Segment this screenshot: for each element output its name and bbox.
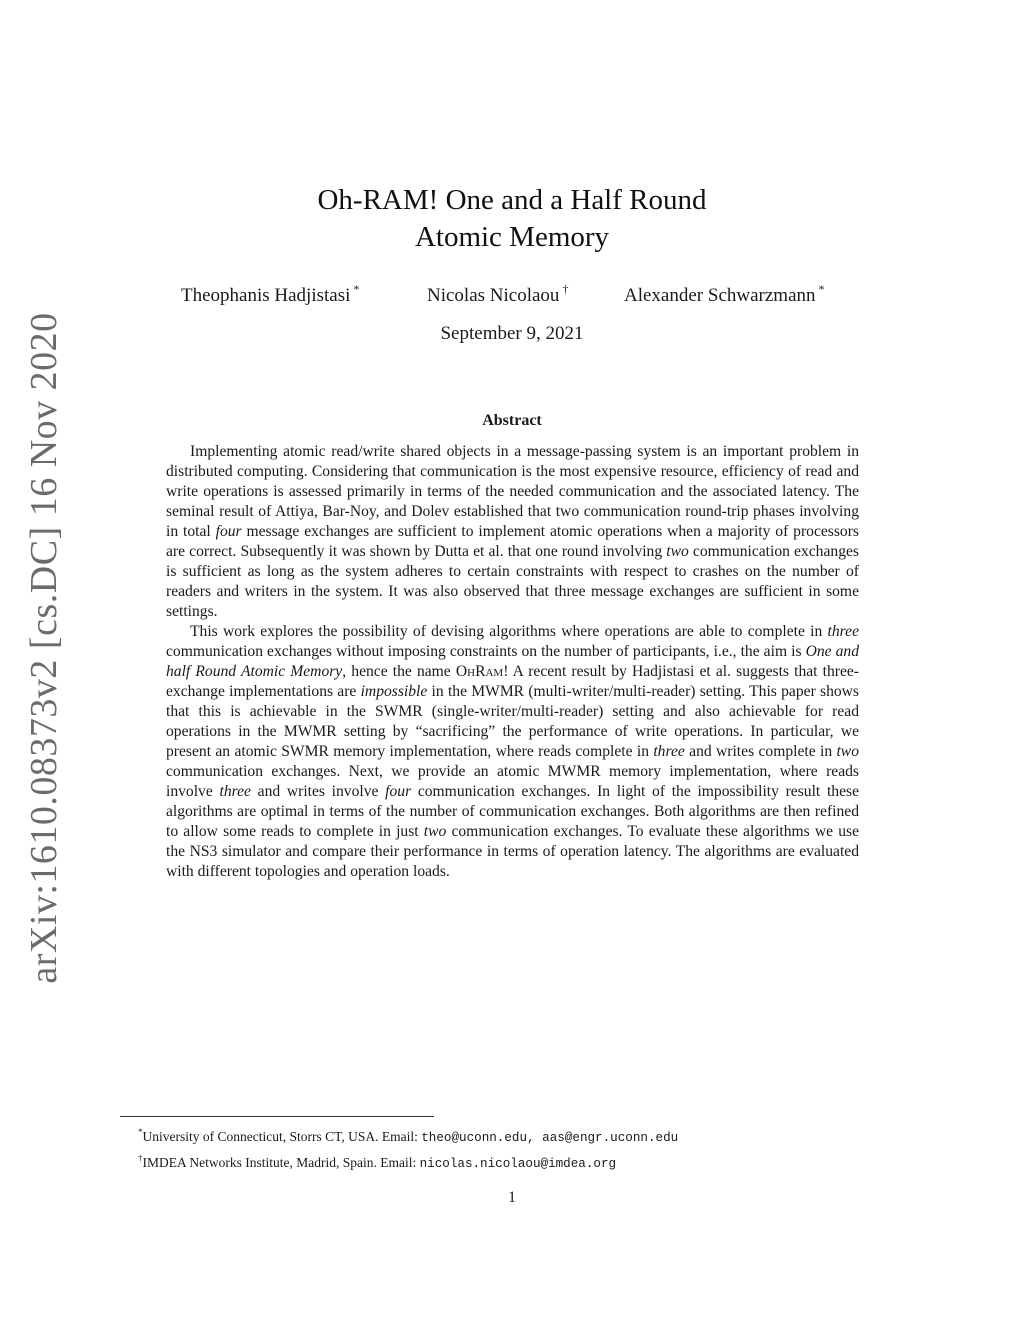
abstract-text: communication exchanges. In light of the impossibility result these algorithms are optimal in terms of the number of communication exchanges. Both algorithms are then refined to allow some reads to complete in just — [166, 783, 859, 840]
abstract-text: This work explores the possibility of devising algorithms where operations are able to complete in — [190, 623, 828, 640]
paper-title — [0, 182, 1024, 256]
page-number: 1 — [508, 1189, 516, 1206]
abstract-paragraph-2 — [166, 622, 859, 882]
author-affiliation-mark: * — [353, 282, 360, 296]
author-1 — [181, 282, 359, 307]
abstract-emphasis: four — [385, 783, 412, 800]
footnote-1 — [138, 1122, 678, 1148]
author-name: Theophanis Hadjistasi — [181, 285, 351, 306]
author-affiliation-mark: † — [562, 282, 569, 296]
abstract-emphasis: two — [836, 743, 859, 760]
abstract-text: communication exchanges. Next, we provide an atomic MWMR memory implementation, where reads involve — [166, 763, 859, 800]
title-line-2: Atomic Memory — [414, 221, 610, 253]
footnotes — [138, 1122, 678, 1174]
paper-date: September 9, 2021 — [440, 323, 584, 344]
abstract-text: , hence the name — [342, 663, 456, 680]
abstract-emphasis: two — [423, 823, 447, 840]
abstract-text: communication exchanges without imposing constraints on the number of participants, i.e., the aim is — [166, 643, 806, 660]
footnote-mark: * — [138, 1127, 143, 1137]
abstract-heading: Abstract — [482, 412, 542, 429]
arxiv-identifier: arXiv:1610.08373v2 [cs.DC] 16 Nov 2020 — [23, 312, 65, 984]
abstract-paragraph-1 — [166, 442, 859, 622]
abstract-text: and writes involve — [250, 783, 386, 800]
abstract-emphasis: four — [215, 523, 242, 540]
abstract-text: and writes complete in — [684, 743, 837, 760]
author-2 — [427, 282, 568, 307]
abstract-body — [166, 442, 859, 882]
abstract-text: communication exchanges is sufficient as long as the system adheres to certain constraints with respect to crashes on the number of readers and writers in the system. It was also observed that three message exchanges are sufficient in some settings. — [166, 543, 859, 620]
abstract-emphasis: three — [219, 783, 251, 800]
abstract-emphasis: One and half Round Atomic Memory — [166, 643, 859, 680]
footnote-mark: † — [138, 1153, 143, 1163]
abstract-emphasis: impossible — [360, 683, 428, 700]
footnote-divider — [120, 1116, 434, 1117]
author-3 — [624, 282, 825, 307]
abstract-text: communication exchanges. To evaluate these algorithms we use the NS3 simulator and compare their performance in terms of operation latency. The algorithms are evaluated with different topologies and operation loads. — [166, 823, 860, 880]
algorithm-name: OhRam — [455, 663, 504, 680]
abstract-emphasis: three — [827, 623, 859, 640]
footnote-2 — [138, 1148, 678, 1174]
abstract-text: in the MWMR (multi-writer/multi-reader) setting. This paper shows that this is achievable in the SWMR (single-writer/multi-reader) setting and also achievable for read operations in the MWMR setting by “sacrificing” the performance of write operations. In particular, we present an atomic SWMR memory implementation, where reads complete in — [166, 683, 859, 760]
abstract-text: ! A recent result by Hadjistasi et al. suggests that three-exchange implementations are — [166, 663, 859, 700]
abstract-emphasis: three — [653, 743, 685, 760]
author-name: Nicolas Nicolaou — [427, 285, 560, 306]
footnote-email[interactable]: nicolas.nicolaou@imdea.org — [419, 1157, 617, 1171]
author-affiliation-mark: * — [818, 282, 825, 296]
abstract-emphasis: two — [666, 543, 689, 560]
author-name: Alexander Schwarzmann — [624, 285, 816, 306]
abstract-text: Implementing atomic read/write shared objects in a message-passing system is an important problem in distributed computing. Considering that communication is the most expensive resource, efficiency of read and write operations is assessed primarily in terms of the needed communication and the associated latency. The seminal result of Attiya, Bar-Noy, and Dolev established that two communication round-trip phases involving in total — [166, 443, 859, 540]
abstract-text: message exchanges are sufficient to implement atomic operations when a majority of processors are correct. Subsequently it was shown by Dutta et al. that one round involving — [166, 523, 859, 560]
footnote-text: University of Connecticut, Storrs CT, USA. Email: — [142, 1129, 422, 1144]
footnote-text: IMDEA Networks Institute, Madrid, Spain. Email: — [142, 1155, 420, 1170]
footnote-email[interactable]: theo@uconn.edu, aas@engr.uconn.edu — [421, 1131, 679, 1145]
title-line-1: Oh-RAM! One and a Half Round — [317, 184, 707, 216]
